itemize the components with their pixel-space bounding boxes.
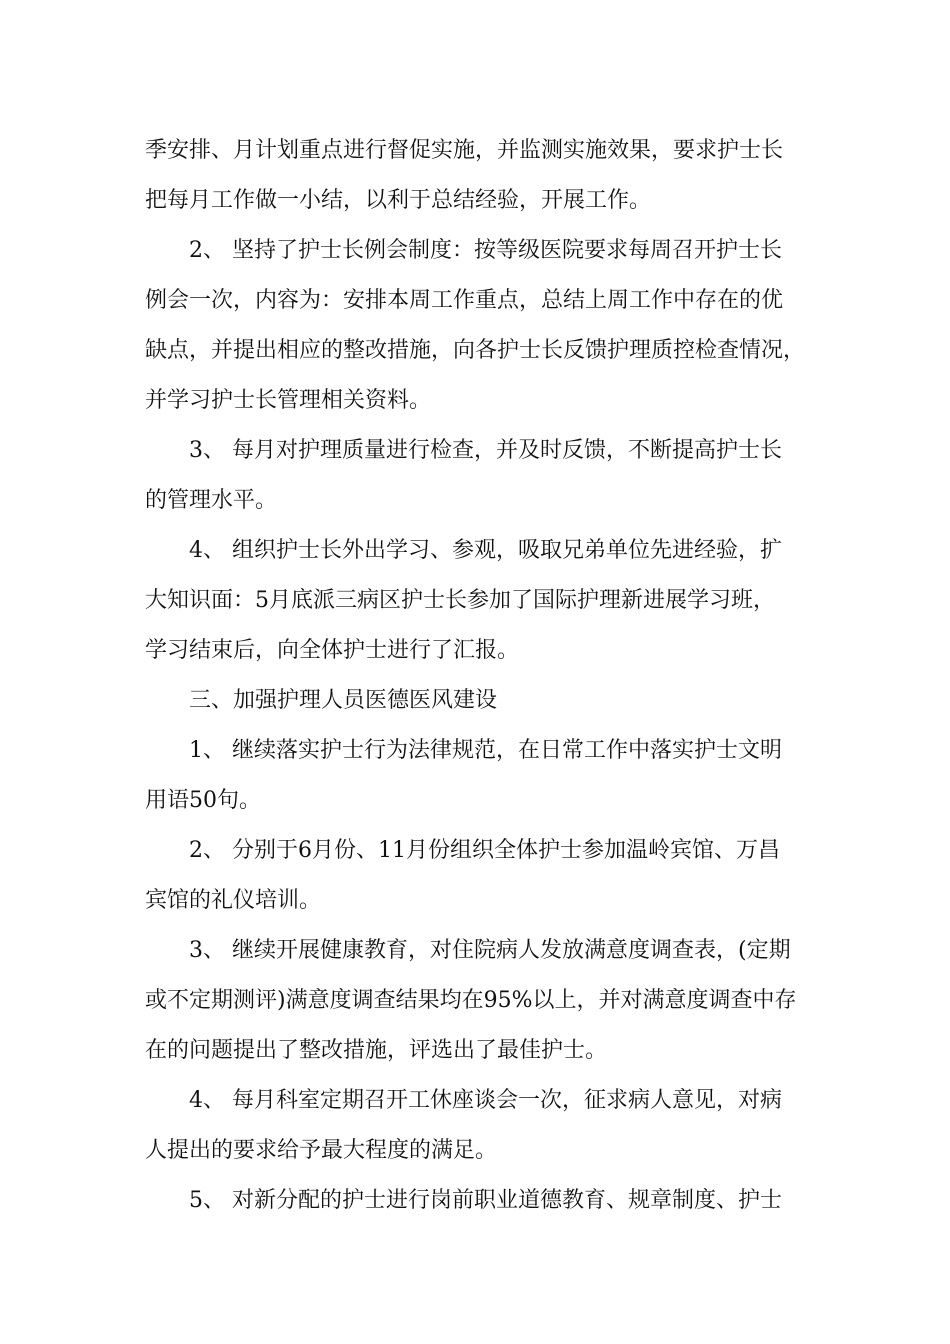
list-item-4: 4、 组织护士长外出学习、参观，吸取兄弟单位先进经验，扩: [189, 538, 782, 563]
text-line: 大知识面：5月底派三病区护士长参加了国际护理新进展学习班，: [145, 588, 775, 613]
list-item-3: 3、 继续开展健康教育，对住院病人发放满意度调查表，(定期: [189, 938, 791, 963]
text-line: 在的问题提出了整改措施，评选出了最佳护士。: [145, 1038, 608, 1063]
text-line: 人提出的要求给予最大程度的满足。: [145, 1138, 498, 1163]
section-heading: 三、加强护理人员医德医风建设: [189, 688, 498, 713]
text-line: 的管理水平。: [145, 488, 278, 513]
text-line: 季安排、月计划重点进行督促实施，并监测实施效果，要求护士长: [145, 138, 784, 163]
text-line: 并学习护士长管理相关资料。: [145, 388, 432, 413]
list-item-3: 3、 每月对护理质量进行检查，并及时反馈，不断提高护士长: [189, 438, 782, 463]
list-item-2: 2、 坚持了护士长例会制度：按等级医院要求每周召开护士长: [189, 238, 782, 263]
text-line: 把每月工作做一小结，以利于总结经验，开展工作。: [145, 188, 652, 213]
text-line: 缺点，并提出相应的整改措施，向各护士长反馈护理质控检查情况，: [145, 338, 806, 363]
text-line: 用语50句。: [145, 788, 261, 813]
list-item-4: 4、 每月科室定期召开工休座谈会一次，征求病人意见，对病: [189, 1088, 782, 1113]
text-line: 宾馆的礼仪培训。: [145, 888, 322, 913]
list-item-2: 2、 分别于6月份、11月份组织全体护士参加温岭宾馆、万昌: [189, 838, 780, 863]
list-item-5: 5、 对新分配的护士进行岗前职业道德教育、规章制度、护士: [189, 1188, 782, 1213]
list-item-1: 1、 继续落实护士行为法律规范，在日常工作中落实护士文明: [189, 738, 782, 763]
text-line: 或不定期测评)满意度调查结果均在95%以上，并对满意度调查中存: [145, 988, 797, 1013]
text-line: 学习结束后，向全体护士进行了汇报。: [145, 638, 520, 663]
text-line: 例会一次，内容为：安排本周工作重点，总结上周工作中存在的优: [145, 288, 784, 313]
